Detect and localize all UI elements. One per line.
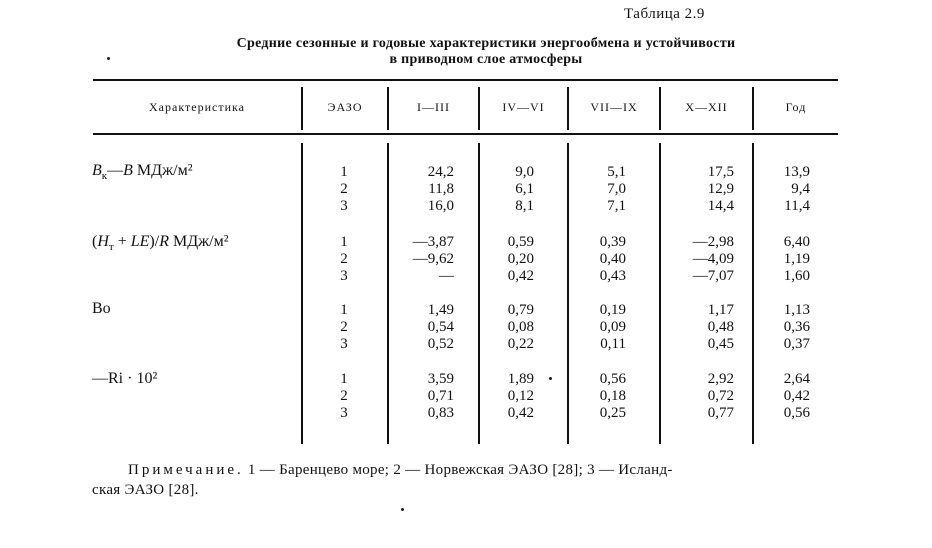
table-cell: 0,45 bbox=[707, 336, 734, 352]
station-number: 1 bbox=[340, 371, 348, 387]
station-number: 1 bbox=[340, 164, 348, 180]
table-cell: 0,19 bbox=[599, 302, 626, 318]
station-number: 2 bbox=[340, 251, 348, 267]
table-note-line-2: ская ЭАЗО [28]. bbox=[92, 482, 199, 498]
header-jul-sep: VII—IX bbox=[590, 100, 638, 114]
table-cell: 0,36 bbox=[783, 319, 810, 335]
table-cell: 11,4 bbox=[784, 198, 810, 214]
station-number: 2 bbox=[340, 388, 348, 404]
table-cell: 0,22 bbox=[507, 336, 534, 352]
table-cell: —3,87 bbox=[412, 234, 454, 250]
table-cell: 0,56 bbox=[783, 405, 810, 421]
table-cell: —7,07 bbox=[692, 268, 734, 284]
print-speck bbox=[401, 508, 404, 511]
table-cell: 0,42 bbox=[507, 405, 534, 421]
table-cell: 17,5 bbox=[707, 164, 734, 180]
table-cell: 5,1 bbox=[607, 164, 626, 180]
table-cell: 0,08 bbox=[507, 319, 534, 335]
header-apr-jun: IV—VI bbox=[502, 100, 545, 114]
row-label-heat-ratio: $(H_т + LE)/R$ МДж/м² bbox=[92, 233, 229, 254]
table-cell: — bbox=[439, 268, 454, 284]
print-speck bbox=[107, 57, 110, 60]
table-cell: 1,89 bbox=[507, 371, 534, 387]
station-number: 1 bbox=[340, 234, 348, 250]
table-cell: 7,0 bbox=[607, 181, 626, 197]
station-number: 3 bbox=[340, 198, 348, 214]
table-cell: 14,4 bbox=[707, 198, 734, 214]
table-title-line-1: Средние сезонные и годовые характеристики энергообмена и устойчивости bbox=[236, 36, 736, 51]
table-cell: 1,13 bbox=[783, 302, 810, 318]
header-year: Год bbox=[785, 100, 807, 114]
table-cell: 0,11 bbox=[600, 336, 626, 352]
table-header-rule bbox=[93, 133, 838, 135]
table-cell: —4,09 bbox=[692, 251, 734, 267]
table-cell: 0,37 bbox=[783, 336, 810, 352]
station-number: 2 bbox=[340, 181, 348, 197]
table-cell: 11,8 bbox=[428, 181, 454, 197]
table-cell: 0,20 bbox=[507, 251, 534, 267]
table-cell: 1,17 bbox=[707, 302, 734, 318]
table-cell: 0,18 bbox=[599, 388, 626, 404]
print-speck bbox=[549, 377, 552, 380]
table-cell: 0,48 bbox=[707, 319, 734, 335]
table-cell: 0,42 bbox=[507, 268, 534, 284]
table-cell: 2,92 bbox=[707, 371, 734, 387]
table-cell: 24,2 bbox=[427, 164, 454, 180]
table-cell: 0,56 bbox=[599, 371, 626, 387]
table-cell: 0,59 bbox=[507, 234, 534, 250]
header-characteristic: Характеристика bbox=[149, 100, 245, 114]
note-text-1: 1 — Баренцево море; 2 — Норвежская ЭАЗО [28]; 3 — Исланд- bbox=[247, 462, 673, 478]
table-cell: 1,60 bbox=[783, 268, 810, 284]
station-number: 1 bbox=[340, 302, 348, 318]
table-cell: 6,40 bbox=[783, 234, 810, 250]
table-cell: 0,25 bbox=[599, 405, 626, 421]
table-cell: 13,9 bbox=[783, 164, 810, 180]
table-cell: 9,4 bbox=[791, 181, 810, 197]
table-cell: 0,79 bbox=[507, 302, 534, 318]
row-label-bowen: Bo bbox=[92, 300, 111, 317]
table-cell: —2,98 bbox=[692, 234, 734, 250]
table-cell: 0,09 bbox=[599, 319, 626, 335]
table-cell: 3,59 bbox=[427, 371, 454, 387]
table-cell: 0,72 bbox=[707, 388, 734, 404]
table-cell: 6,1 bbox=[515, 181, 534, 197]
note-heading: Примечание. bbox=[128, 462, 244, 478]
table-cell: 9,0 bbox=[515, 164, 534, 180]
column-divider bbox=[301, 143, 303, 444]
table-cell: —9,62 bbox=[412, 251, 454, 267]
row-label-richardson: —Ri · 10² bbox=[92, 370, 158, 387]
table-cell: 16,0 bbox=[427, 198, 454, 214]
station-number: 3 bbox=[340, 268, 348, 284]
table-cell: 0,77 bbox=[707, 405, 734, 421]
table-cell: 0,12 bbox=[507, 388, 534, 404]
table-cell: 8,1 bbox=[515, 198, 534, 214]
table-number: Таблица 2.9 bbox=[624, 6, 705, 22]
row-label-net-radiation: $B_к—B$ МДж/м² bbox=[92, 162, 193, 183]
table-cell: 0,71 bbox=[427, 388, 454, 404]
table-top-rule bbox=[93, 79, 838, 81]
table-cell: 0,39 bbox=[599, 234, 626, 250]
table-cell: 0,43 bbox=[599, 268, 626, 284]
table-title-line-2: в приводном слое атмосферы bbox=[389, 52, 583, 67]
table-cell: 12,9 bbox=[707, 181, 734, 197]
station-number: 3 bbox=[340, 336, 348, 352]
table-cell: 7,1 bbox=[607, 198, 626, 214]
table-cell: 0,83 bbox=[427, 405, 454, 421]
station-number: 3 bbox=[340, 405, 348, 421]
table-note-line-1 bbox=[128, 462, 673, 479]
header-jan-mar: I—III bbox=[417, 100, 450, 114]
table-cell: 0,42 bbox=[783, 388, 810, 404]
header-oct-dec: X—XII bbox=[685, 100, 728, 114]
table-cell: 2,64 bbox=[783, 371, 810, 387]
station-number: 2 bbox=[340, 319, 348, 335]
table-cell: 0,54 bbox=[427, 319, 454, 335]
column-divider bbox=[659, 143, 661, 444]
header-station: ЭАЗО bbox=[327, 100, 363, 114]
table-cell: 0,52 bbox=[427, 336, 454, 352]
table-cell: 1,19 bbox=[783, 251, 810, 267]
table-cell: 1,49 bbox=[427, 302, 454, 318]
table-cell: 0,40 bbox=[599, 251, 626, 267]
